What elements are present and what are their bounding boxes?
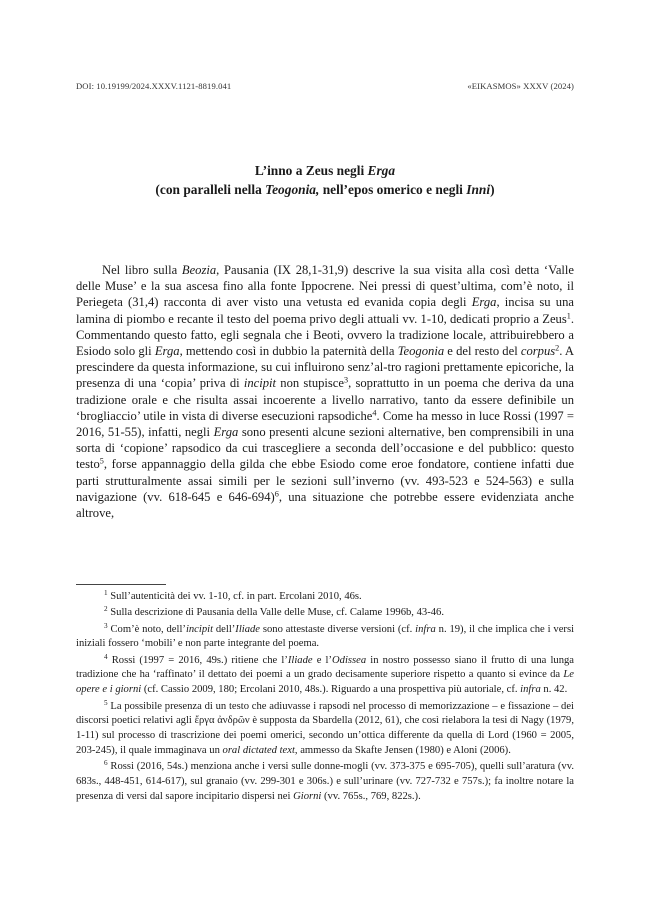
footnote-6: $^6$ Rossi (2016, 54s.) menziona anche i versi sulle donne-mogli (vv. 373-375 e 695-705), quelli sull’aratura (vv. 683s., 448-451, 614-617), sul granaio (vv. 299-301 e 306s.) e sull’urinare (vv. 727-732 e 757s.); fa inoltre notare la presenza di versi dal sapore incipitario dispersi nei Giorni (vv. 765s., 769, 822s.). [76,759,574,802]
title-line-2: (con paralleli nella Teogonia, nell’epos omerico e negli Inni) [155,182,495,197]
footnote-ref: 1 [566,311,571,321]
main-text [76,262,574,521]
body-paragraph: Nel libro sulla Beozia, Pausania (IX 28,1-31,9) descrive la sua visita alla così detta ‘Valle delle Muse’ e la sua ascesa fino alla fonte Ippocrene. Nei pressi di quest’ultima, com’è noto, il Periegeta (31,4) racconta di aver visto una vetusta ed evanida copia degli Erga, incisa su una lamina di piombo e recante il testo del poema privo degli attuali vv. 1-10, dedicati proprio a Zeus$^1$. Commentando questo fatto, egli segnala che i Beoti, ovvero la tradizione locale, attribuirebbero a Esiodo solo gli Erga, mettendo così in dubbio la paternità della Teogonia e del resto del corpus$^2$. A prescindere da questa informazione, su cui influirono senz’al-tro ragioni prettamente epicoriche, la presenza di una ‘copia’ priva di incipit non stupisce$^3$, soprattutto in un poema che deriva da una tradizione orale e che risulta assai incoerente a livello narrativo, tanto da essere definibile un ‘brogliaccio’ utile in vista di diverse esecuzioni rapsodiche$^4$. Come ha messo in luce Rossi (1997 = 2016, 51-55), infatti, negli Erga sono presenti alcune sezioni alternative, ben comprensibili in una sorta di ‘copione’ rapsodico da cui trascegliere a seconda dell’occasione e del pubblico: questo testo$^5$, forse appannaggio della gilda che ebbe Esiodo come eroe fondatore, contiene infatti due parti strutturalmente assai simili per le sezioni sull’inverno (vv. 493-523 e 524-563) e sulla navigazione (vv. 618-645 e 646-694)$^6$, una situazione che potrebbe essere evidenziata anche altrove, [76,263,575,521]
footnote-5: $^5$ La possibile presenza di un testo che adiuvasse i rapsodi nel processo di memorizzazione – e fissazione – dei discorsi poetici relativi agli ἔργα ἀνδρῶν è supposta da Sbardella (2012, 61), che così rielabora la tesi di Nagy (1979, 1-11) sul processo di trascrizione dei poemi omerici, secondo un’ottica differente da quella di Lord (1960 = 2005, 203-245), il quale immaginava un oral dictated text, ammesso da Skafte Jensen (1980) e Aloni (2006). [76,698,574,756]
footnote-3: $^3$ Com’è noto, dell’incipit dell’Iliade sono attestaste diverse versioni (cf. infra n. 19), il che implica che i versi iniziali fossero ‘mobili’ e non parte integrante del poema. [76,621,575,650]
title-line-1: L’inno a Zeus negli Erga [254,163,396,178]
footnote-ref: 2 [555,343,560,353]
footnote-separator [76,584,166,585]
footnote-ref: 5 [99,456,104,466]
footnote-ref: 3 [344,375,349,385]
article-title [76,161,574,199]
footnote-2: $^2$ Sulla descrizione di Pausania della Valle delle Muse, cf. Calame 1996b, 43-46. [104,605,444,619]
journal-info: «EIKASMOS» XXXV (2024) [467,81,574,91]
doi-text: DOI: 10.19199/2024.XXXV.1121-8819.041 [76,81,232,91]
running-header [76,81,574,91]
footnotes [76,590,574,806]
footnote-4: $^4$ Rossi (1997 = 2016, 49s.) ritiene che l’Iliade e l’Odissea in nostro possesso siano il frutto di una lunga tradizione che ha ‘raffinato’ il dettato dei poemi a un grado decisamente superiore rispetto a quanto si evince da Le opere e i giorni (cf. Cassio 2009, 180; Ercolani 2010, 48s.). Riguardo a una prospettiva più autoriale, cf. infra n. 42. [76,652,574,696]
footnote-ref: 4 [372,408,377,418]
footnote-1: $^1$ Sull’autenticità dei vv. 1-10, cf. in part. Ercolani 2010, 46s. [104,589,362,602]
footnote-ref: 6 [274,489,279,499]
